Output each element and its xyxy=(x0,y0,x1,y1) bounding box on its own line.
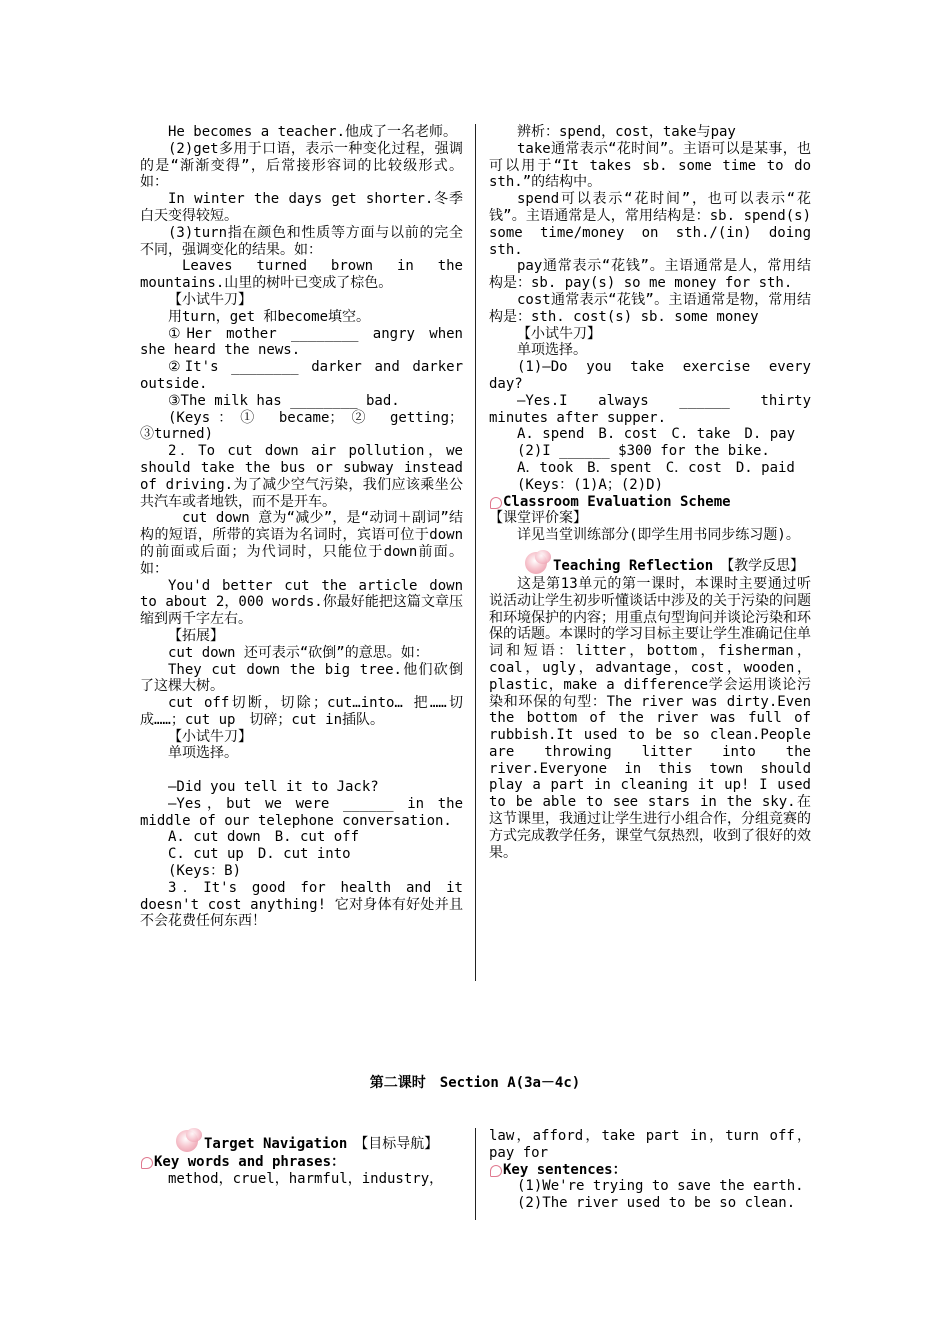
section-label: 【小试牛刀】 xyxy=(168,291,252,308)
paragraph: take通常表示“花时间”。主语可以是某事，也可以用于“It takes sb. some time to do sth.”的结构中。 xyxy=(489,140,811,191)
paragraph: pay通常表示“花钱”。主语通常是人，常用结构是：sb. pay(s) so me money for sth. xyxy=(489,258,811,292)
exercise-item: (1)—Do you take exercise every day? xyxy=(489,359,811,392)
exercise-item: —Did you tell it to Jack? xyxy=(168,779,379,796)
answer-keys: (Keys：(1)A；(2)D) xyxy=(517,476,664,493)
paragraph: cut down 还可表示“砍倒”的意思。如： xyxy=(168,644,429,661)
lesson-title: 第二课时 Section A(3a－4c) xyxy=(369,1075,581,1091)
flower-icon xyxy=(523,550,553,576)
example-sentence: You'd better cut the article down to about 2，000 words.你最好能把这篇文章压缩到两千字左右。 xyxy=(140,577,463,628)
paragraph: law，afford，take part in，turn off，pay for xyxy=(489,1128,811,1161)
section-heading: Key words and phrases： xyxy=(140,1154,463,1171)
section-label: 【拓展】 xyxy=(168,627,224,644)
blank-line xyxy=(140,762,463,779)
paragraph: 这是第13单元的第一课时，本课时主要通过听说活动让学生初步听懂谈话中涉及的关于污染的问题和环境保护的内容；用重点句型询问并谈论污染和环保的话题。本课时的学习目标主要让学生准确记住单词和短语：litter，bottom，fisherman，coal，ugly，advantage，cost，wooden，plastic，make a difference学会运用谈论污染和环保的句型：The river was dirty.Even the bottom of the river was full of rubbish.It used to be so clean.People are throwing litter into the river.Everyone in this town should play a part in cleaning it up! I used to be able to see stars in the sky.在这节课里，我通过让学生进行小组合作，分组竞赛的方式完成教学任务，课堂气氛热烈，收到了很好的效果。 xyxy=(489,575,811,861)
example-sentence: In winter the days get shorter.冬季白天变得较短。 xyxy=(140,191,463,224)
right-column xyxy=(489,124,811,861)
section-heading-cn: 【课堂评价案】 xyxy=(489,510,587,527)
exercise-option: A．took B．spent C．cost D. paid xyxy=(517,459,795,476)
exercise-instruction: 单项选择。 xyxy=(168,745,238,762)
bud-icon xyxy=(140,1154,154,1168)
paragraph: 3．It's good for health and it doesn't cost anything! 它对身体有好处并且不会花费任何东西！ xyxy=(140,879,463,930)
bud-icon xyxy=(489,494,503,508)
paragraph: 2．To cut down air pollution，we should take the bus or subway instead of driving.为了减少空气污染，我们应该乘坐公共汽车或者地铁，而不是开车。 xyxy=(140,443,463,510)
exercise-option: A. cut down B. cut off xyxy=(168,829,360,846)
paragraph: He becomes a teacher.他成了一名老师。 xyxy=(168,124,458,140)
key-sentence: (1)We're trying to save the earth. xyxy=(517,1178,804,1195)
bottom-left-column xyxy=(140,1128,463,1188)
flower-icon xyxy=(174,1128,204,1154)
answer-keys: (Keys：B) xyxy=(168,863,242,880)
exercise-instruction: 单项选择。 xyxy=(517,342,587,359)
exercise-option: C. cut up D. cut into xyxy=(168,846,351,863)
answer-keys: (Keys：① became；② getting；③turned) xyxy=(140,409,463,443)
paragraph: method，cruel，harmful，industry， xyxy=(168,1170,444,1187)
exercise-instruction: 用turn，get 和become填空。 xyxy=(168,308,371,325)
section-heading: Target Navigation 【目标导航】 xyxy=(140,1128,463,1154)
exercise-item: —Yes，but we were ______ in the middle of our telephone conversation. xyxy=(140,795,463,829)
paragraph: 详见当堂训练部分(即学生用书同步练习题)。 xyxy=(517,527,800,544)
paragraph: (3)turn指在颜色和性质等方面与以前的完全不同，强调变化的结果。如： xyxy=(140,224,463,258)
section-label: 【小试牛刀】 xyxy=(168,728,252,745)
paragraph: cut down 意为“减少”，是“动词＋副词”结构的短语，所带的宾语为名词时，宾语可位于down的前面或后面；为代词时，只能位于down前面。如： xyxy=(140,510,463,577)
paragraph: (2)get多用于口语，表示一种变化过程，强调的是“渐渐变得”，后常接形容词的比较级形式。如： xyxy=(140,140,463,191)
bud-icon xyxy=(489,1162,503,1176)
key-sentence: (2)The river used to be so clean. xyxy=(517,1195,796,1212)
section-heading: Classroom Evaluation Scheme xyxy=(489,494,811,511)
column-divider xyxy=(475,124,476,981)
exercise-item: ③The milk has ________ bad. xyxy=(168,392,400,409)
exercise-item: ①Her mother ________ angry when she heard the news. xyxy=(140,325,463,359)
exercise-option: A. spend B. cost C. take D. pay xyxy=(517,426,796,443)
example-sentence: Leaves turned brown in the mountains.山里的树叶已变成了棕色。 xyxy=(140,258,463,292)
exercise-item: (2)I ______ $300 for the bike. xyxy=(517,443,770,460)
bottom-right-column xyxy=(489,1128,811,1212)
section-label: 【小试牛刀】 xyxy=(517,325,601,342)
column-divider xyxy=(475,1128,476,1220)
exercise-item: —Yes.I always ______ thirty minutes after supper. xyxy=(489,392,811,426)
paragraph: 辨析：spend，cost，take与pay xyxy=(517,124,736,140)
section-heading: Key sentences： xyxy=(489,1162,811,1179)
paragraph: cost通常表示“花钱”。主语通常是物，常用结构是：sth. cost(s) sb. some money xyxy=(489,291,811,325)
paragraph: spend可以表示“花时间”，也可以表示“花钱”。主语通常是人，常用结构是：sb. spend(s) some time/money on sth./(in) doing sth. xyxy=(489,191,811,258)
left-column xyxy=(140,124,463,930)
section-heading: Teaching Reflection 【教学反思】 xyxy=(489,550,811,576)
paragraph: cut off切断，切除；cut…into… 把……切成……；cut up 切碎；cut in插队。 xyxy=(140,695,463,728)
exercise-item: ②It's ________ darker and darker outside. xyxy=(140,359,463,392)
example-sentence: They cut down the big tree.他们砍倒了这棵大树。 xyxy=(140,661,463,695)
